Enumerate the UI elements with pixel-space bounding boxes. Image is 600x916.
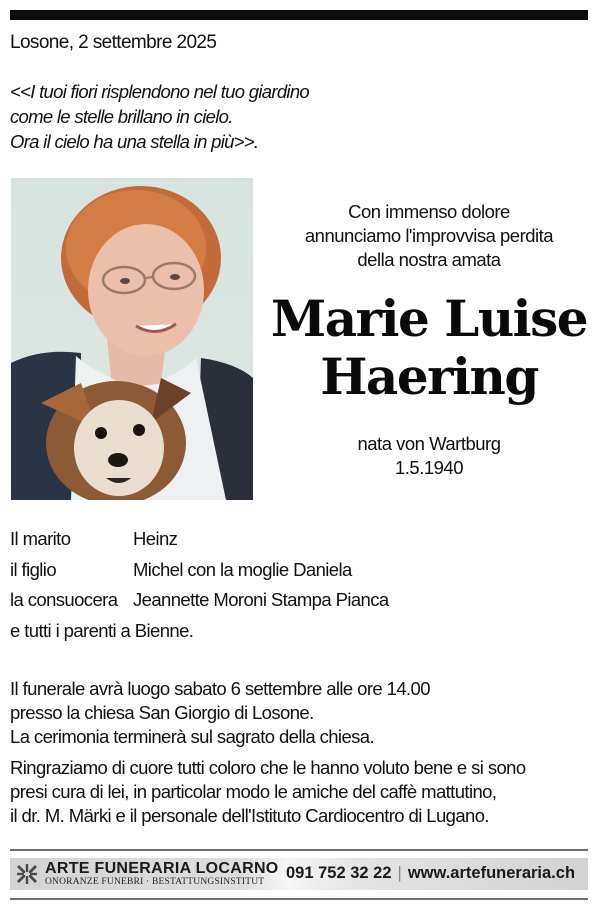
funeral-details <box>10 677 430 749</box>
contact-separator: | <box>397 864 402 882</box>
thanks-line: presi cura di lei, in particolar modo le amiche del caffè mattutino, <box>10 781 497 802</box>
deceased-name-line1: Marie Luise <box>270 289 588 348</box>
family-closing: e tutti i parenti a Bienne. <box>10 619 194 641</box>
portrait-illustration <box>11 178 253 500</box>
family-names: Michel con la moglie Daniela <box>133 558 352 580</box>
family-role: il figlio <box>10 558 57 580</box>
announcement-line: annunciamo l'improvvisa perdita <box>304 225 554 246</box>
quote-line: Ora il cielo ha una stella in più>>. <box>10 131 259 152</box>
funeral-home-name: ARTE FUNERARIA LOCARNO <box>45 860 279 877</box>
quote-line: come le stelle brillano in cielo. <box>10 106 233 127</box>
portrait-photo <box>11 178 253 500</box>
announcement-line: Con immenso dolore <box>348 201 510 222</box>
phone-number[interactable]: 091 752 32 22 <box>286 864 392 882</box>
family-row <box>10 555 389 586</box>
family-row <box>10 524 389 555</box>
funeral-line: Il funerale avrà luogo sabato 6 settembre alle ore 14.00 <box>10 678 430 699</box>
birth-date: 1.5.1940 <box>394 457 463 478</box>
birth-name: nata von Wartburg <box>357 433 501 454</box>
contact-info <box>286 864 575 883</box>
footer-bottom-rule <box>10 898 588 900</box>
funeral-home-subtitle: ONORANZE FUNEBRI · BESTATTUNGSINSTITUT <box>45 877 265 887</box>
thanks-line: Ringraziamo di cuore tutti coloro che le hanno voluto bene e si sono <box>10 757 526 778</box>
snowflake-cross-icon <box>16 863 38 885</box>
top-rule <box>10 10 588 20</box>
funeral-home-banner <box>10 858 588 890</box>
family-role: Il marito <box>10 528 71 550</box>
deceased-name <box>260 290 598 406</box>
thanks-paragraph <box>10 756 526 828</box>
family-role: la consuocera <box>10 589 118 611</box>
thanks-line: il dr. M. Märki e il personale dell'Istituto Cardiocentro di Lugano. <box>10 805 489 826</box>
deceased-name-line2: Haering <box>320 347 538 406</box>
funeral-line: La cerimonia terminerà sul sagrato della chiesa. <box>10 726 375 747</box>
announcement-line: della nostra amata <box>357 249 501 270</box>
birth-info <box>268 432 590 480</box>
footer-top-rule <box>10 849 588 851</box>
family-row <box>10 585 389 616</box>
place-date: Losone, 2 settembre 2025 <box>10 32 217 53</box>
website-link[interactable]: www.artefuneraria.ch <box>407 864 576 882</box>
funeral-line: presso la chiesa San Giorgio di Losone. <box>10 702 314 723</box>
family-names: Jeannette Moroni Stampa Pianca <box>133 589 389 611</box>
announcement <box>268 200 590 272</box>
quote-line: <<I tuoi fiori risplendono nel tuo giardino <box>10 81 310 102</box>
epigraph-quote <box>10 79 309 154</box>
family-names: Heinz <box>133 528 178 550</box>
family-list <box>10 524 389 646</box>
